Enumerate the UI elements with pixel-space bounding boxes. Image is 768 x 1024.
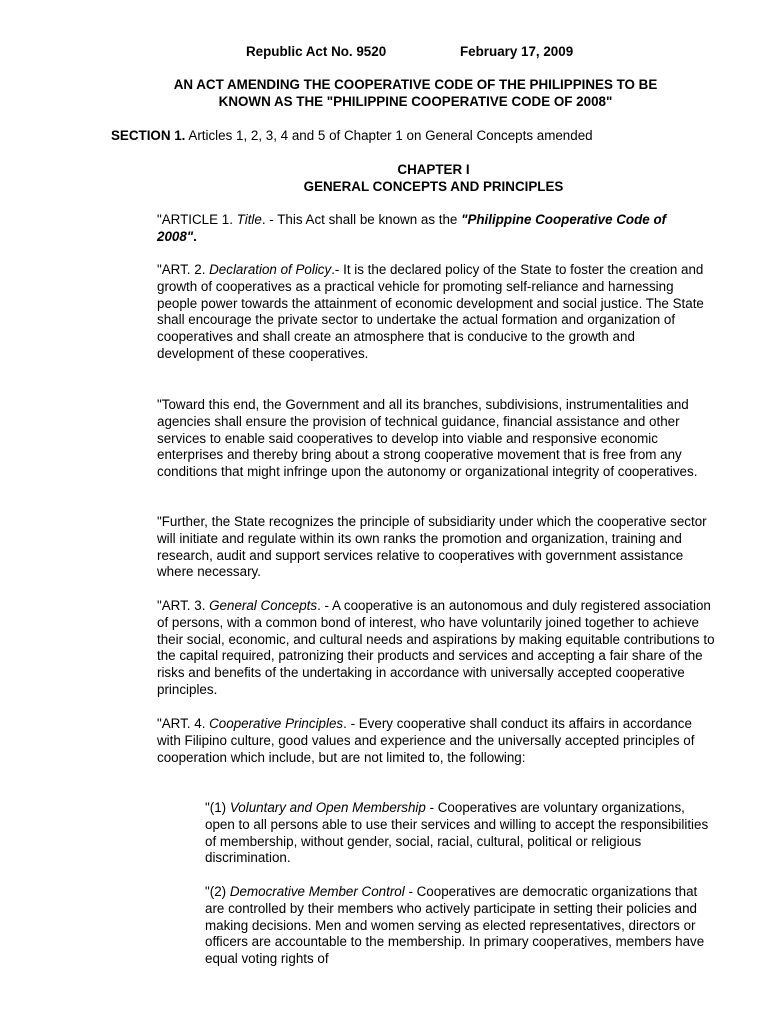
article-3-text: . - A cooperative is an autonomous and duly registered association of persons, with a common bond of interest, who have voluntarily joined together to achieve their social, economic, and cultural needs and aspirations by making equitable contributions to the capital required, patronizing their products and services and accepting a fair share of the risks and benefits of the undertaking in accordance with universally accepted cooperative principles. <box>157 598 715 697</box>
paragraph-toward-this-end: "Toward this end, the Government and all its branches, subdivisions, instrumentalities and agencies shall ensure the provision of technical guidance, financial assistance and other services to enable said cooperatives to develop into viable and responsive economic enterprises and thereby bring about a strong cooperative movement that is free from any conditions that might infringe upon the autonomy or organizational integrity of cooperatives. <box>157 397 698 480</box>
article-4-heading: Cooperative Principles <box>209 716 344 731</box>
article-1-code-name: "Philippine Cooperative Code of 2008" <box>157 212 667 244</box>
act-number: Republic Act No. 9520 <box>246 44 387 59</box>
principle-2-prefix: "(2) <box>205 884 230 899</box>
paragraph-further: "Further, the State recognizes the principle of subsidiarity under which the cooperative sector will initiate and regulate within its own ranks the promotion and organization, training and research, audit and support services relative to cooperatives with government assistance where necessary. <box>157 514 707 580</box>
chapter-heading <box>180 162 687 196</box>
article-1-end: . <box>193 228 197 244</box>
article-3 <box>157 598 723 699</box>
section-1-text: Articles 1, 2, 3, 4 and 5 of Chapter 1 on General Concepts amended <box>185 128 593 143</box>
article-3-prefix: "ART. 3. <box>157 598 210 613</box>
chapter-number: CHAPTER I <box>397 162 470 177</box>
chapter-title: GENERAL CONCEPTS AND PRINCIPLES <box>303 178 564 194</box>
principle-2-text: - Cooperatives are democratic organizations that are controlled by their members who actively participate in setting their policies and making decisions. Men and women serving as elected representatives, directors or officers are accountable to the membership. In primary cooperatives, members have equal voting rights of <box>205 884 705 967</box>
article-4-text: . - Every cooperative shall conduct its affairs in accordance with Filipino culture, good values and experience and the universally accepted principles of cooperation which include, but are not limited to, the following: <box>157 716 695 765</box>
section-1-label: SECTION 1. <box>111 128 186 143</box>
article-3-heading: General Concepts <box>209 598 318 613</box>
article-2-heading: Declaration of Policy <box>209 262 332 277</box>
article-4-prefix: "ART. 4. <box>157 716 210 731</box>
article-2 <box>157 262 712 363</box>
article-1-text: . - This Act shall be known as the <box>261 212 462 227</box>
act-date: February 17, 2009 <box>460 44 574 59</box>
principle-1-text: - Cooperatives are voluntary organizations, open to all persons able to use their services and willing to accept the responsibilities of membership, without gender, social, racial, cultural, political or religious discrimination. <box>205 800 709 866</box>
act-title-line-1: AN ACT AMENDING THE COOPERATIVE CODE OF THE PHILIPPINES TO BE <box>173 77 658 92</box>
article-4 <box>157 716 717 766</box>
principle-2-heading: Democrative Member Control <box>229 884 405 899</box>
act-title-line-2: KNOWN AS THE "PHILIPPINE COOPERATIVE CODE OF 2008" <box>218 93 613 109</box>
principle-1 <box>205 800 715 867</box>
section-1 <box>111 128 731 145</box>
article-1-heading: Title <box>236 212 262 227</box>
principle-1-heading: Voluntary and Open Membership <box>229 800 426 815</box>
act-title <box>40 77 768 111</box>
article-2-prefix: "ART. 2. <box>157 262 210 277</box>
principle-2 <box>205 884 719 968</box>
article-1 <box>157 212 697 246</box>
article-1-prefix: "ARTICLE 1. <box>157 212 237 227</box>
article-2-text: .- It is the declared policy of the State to foster the creation and growth of cooperatives as a practical vehicle for promoting self-reliance and harnessing people power towards the attainment of economic development and social justice. The State shall encourage the private sector to undertake the actual formation and organization of cooperatives and shall create an atmosphere that is conducive to the growth and development of these cooperatives. <box>157 262 704 361</box>
principle-1-prefix: "(1) <box>205 800 230 815</box>
